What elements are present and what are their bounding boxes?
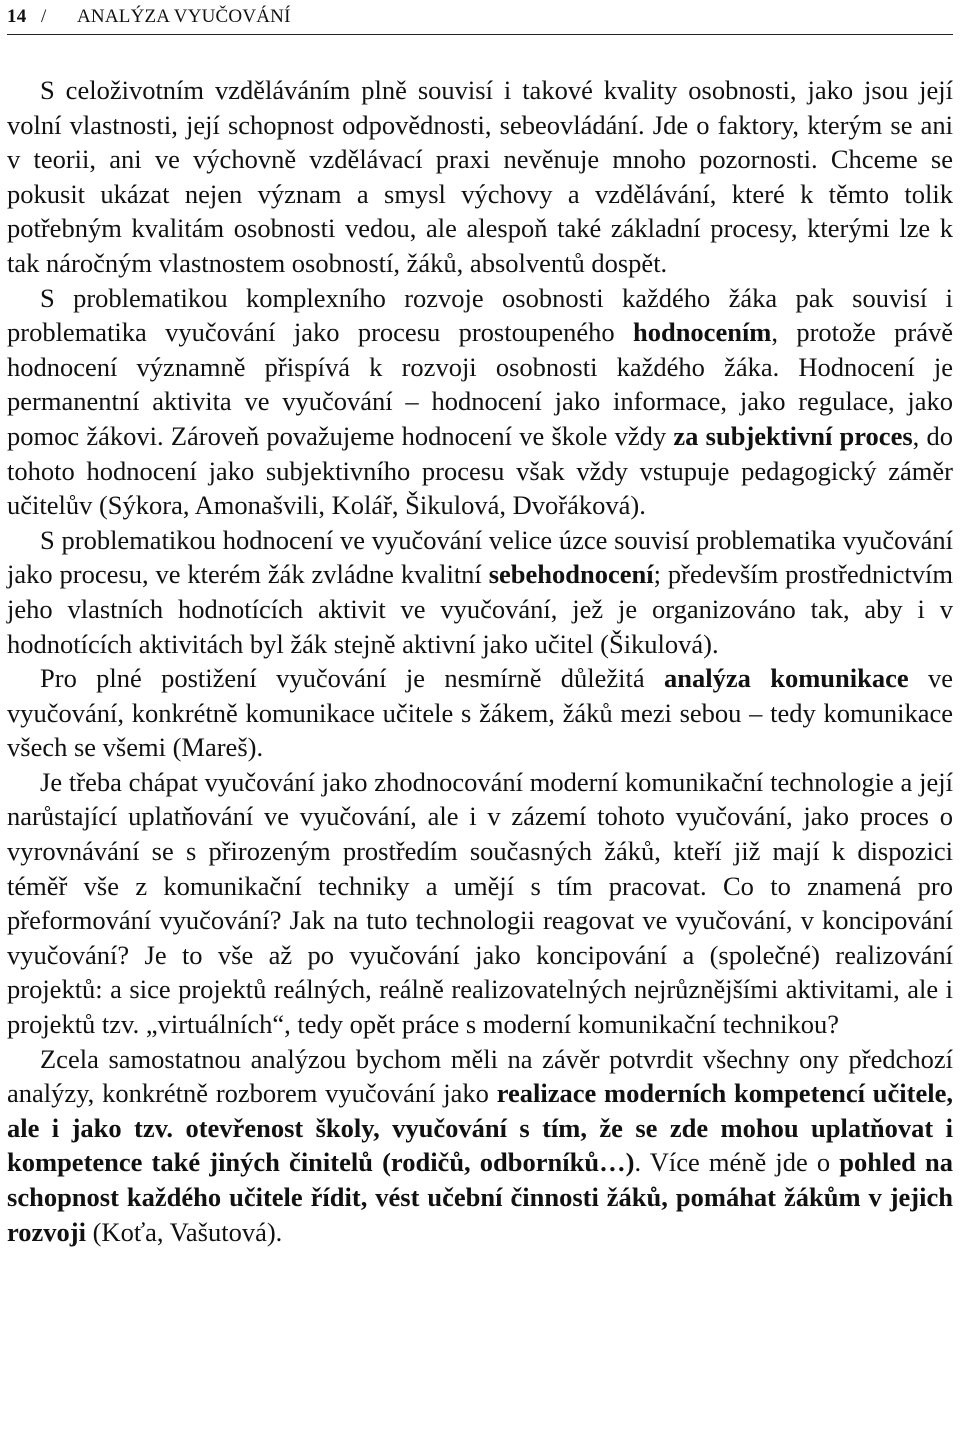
text-segment: (Koťa, Vašutová). [85,1216,283,1247]
text-segment: ve vyučování, konkrétně komunikace učitele s žákem, žáků mezi sebou – tedy komunikace všech se všemi (Mareš). [7,663,953,763]
text-segment: Zcela samostatnou analýzou bychom měli na závěr potvrdit všechny ony předchozí analýzy, konkrétně rozborem vyučování jako [7,1043,953,1109]
paragraph [7,281,953,523]
page-number: 14 [7,6,27,27]
body-text [7,73,953,1249]
paragraph [7,661,953,765]
paragraph [7,523,953,661]
text-segment: , protože právě hodnocení významně přispívá k rozvoji osobnosti každého žáka. Hodnocení je permanentní aktivita ve vyučování – hodnocení jako informace, jako regulace, jako pomoc žákovi. Zároveň považujeme hodnocení ve škole vždy [7,317,954,451]
text-segment: . Více méně jde o [634,1147,840,1178]
text-segment: , do tohoto hodnocení jako subjektivního procesu však vždy vstupuje pedagogický záměr učitelův (Sýkora, Amonašvili, Kolář, Šikulová, Dvořáková). [7,420,953,521]
paragraph [7,765,953,1042]
bold-term: sebehodnocení [488,559,654,590]
running-header [7,0,953,35]
text-segment: S celoživotním vzděláváním plně souvisí i takové kvality osobnosti, jako jsou její volní vlastnosti, její schopnost odpovědnosti, sebeovládání. Jde o faktory, kterým se ani v teorii, ani ve výchovně vzdělávací praxi nevěnuje mnoho pozornosti. Chceme se pokusit ukázat nejen význam a smysl výchovy a vzdělávání, které k těmto tolik potřebným kvalitám osobnosti vedou, ale alespoň také základní procesy, kterými lze k tak náročným vlastnostem osobností, žáků, absolventů dospět. [7,75,953,278]
text-segment: Je třeba chápat vyučování jako zhodnocování moderní komunikační technologie a její narůstající uplatňování ve vyučování, ale i v zázemí tohoto vyučování, jako proces o vyrovnávání se s přirozeným prostředím současných žáků, kteří již mají k dispozici téměř vše z komunikační techniky a umějí s tím pracovat. Co to znamená pro přeformování vyučování? Jak na tuto technologii reagovat ve vyučování, v koncipování vyučování? Je to vše až po vyučování jako koncipování a (společné) realizování projektů: a sice projektů reálných, reálně realizovatelných nejrůznějšími aktivitami, ale i projektů tzv. „virtuálních“, tedy opět práce s moderní komunikační technikou? [7,766,953,1040]
paragraph [7,73,953,281]
bold-term: pohled na schopnost každého učitele řídit, vést učební činnosti žáků, pomáhat žákům v jejich rozvoji [7,1147,954,1247]
text-segment: S problematikou hodnocení ve vyučování velice úzce souvisí problematika vyučování jako procesu, ve kterém žák zvládne kvalitní [7,524,953,590]
text-segment: S problematikou komplexního rozvoje osobnosti každého žáka pak souvisí i problematika vyučování jako procesu prostoupeného [7,282,953,348]
paragraph [7,1042,953,1250]
section-title: ANALÝZA VYUČOVÁNÍ [77,6,291,27]
header-separator: / [41,6,47,27]
bold-term: realizace moderních kompetencí učitele, ale i jako tzv. otevřenost školy, vyučování s tím, že se zde mohou uplatňovat i kompetence také jiných činitelů (rodičů, odborníků…) [7,1078,953,1178]
bold-term: za subjektivní proces [673,420,913,451]
text-segment: Pro plné postižení vyučování je nesmírně důležitá [40,663,665,694]
bold-term: analýza komunikace [664,663,909,694]
bold-term: hodnocením [632,317,772,348]
text-segment: ; především prostřednictvím jeho vlastních hodnotících aktivit ve vyučování, jež je organizováno tak, aby i v hodnotících aktivitách byl žák stejně aktivní jako učitel (Šikulová). [7,559,953,659]
